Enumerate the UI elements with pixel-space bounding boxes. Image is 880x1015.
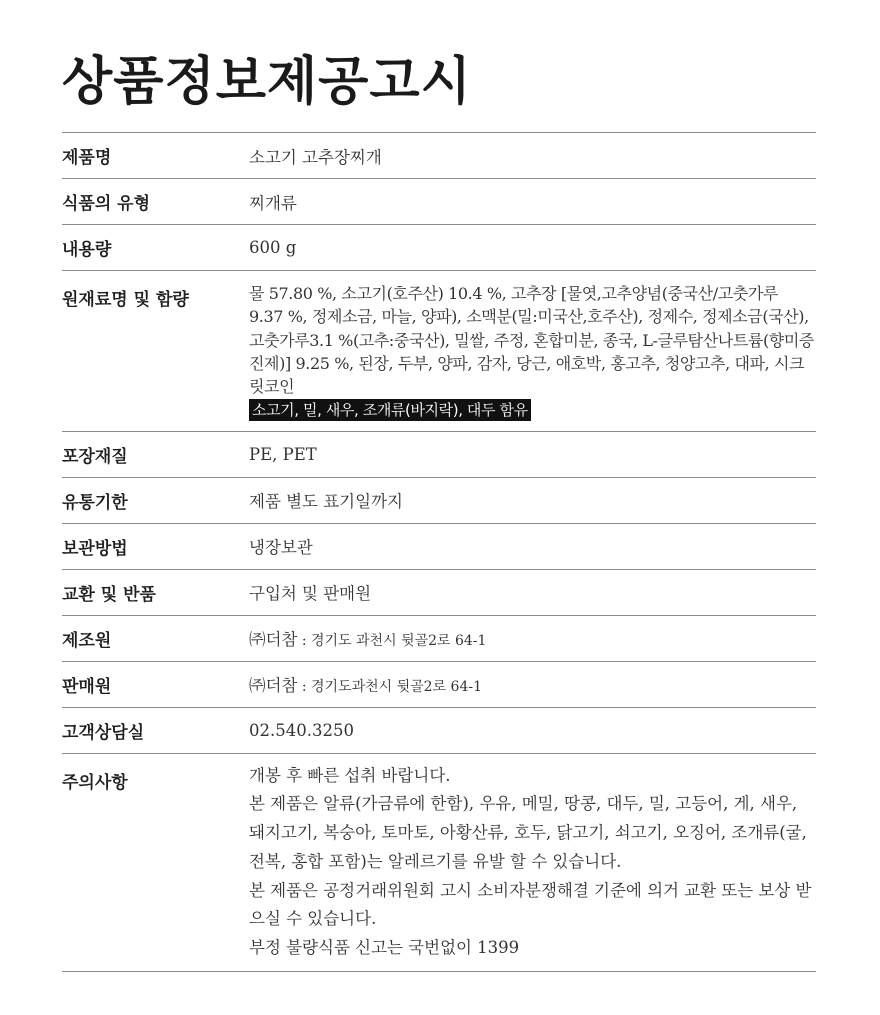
row-label: 교환 및 반품 — [62, 584, 156, 605]
table-row-expiry — [62, 478, 816, 524]
caution-line: 부정 불량식품 신고는 국번없이 1399 — [249, 938, 520, 957]
table-row-packaging — [62, 432, 816, 478]
row-value: 구입처 및 판매원 — [249, 584, 372, 604]
page-title: 상품정보제공고시 — [62, 51, 472, 112]
row-label: 포장재질 — [62, 446, 128, 467]
company-name: ㈜더참 — [249, 676, 298, 696]
row-label: 내용량 — [62, 240, 112, 260]
company-address: : 경기도과천시 뒷골2로 64-1 — [297, 679, 482, 696]
table-row-content-amount — [62, 225, 816, 271]
row-label: 제조원 — [62, 630, 112, 651]
row-label: 식품의 유형 — [62, 194, 151, 214]
ingredients-text: 물 57.80 %, 소고기(호주산) 10.4 %, 고추장 [물엿,고추양념(중국산/고춧가루 9.37 %, 정제소금, 마늘, 양파), 소맥분(밀:미국산,호주산), 정제수, 정제소금(국산), 고춧가루3.1 %(고추:중국산), 밀쌀, 주정, 혼합미분, 종국, L-글루탐산나트륨(향미증진제)] 9.25 %, 된장, 두부, 양파, 감자, 당근, 애호박, 홍고추, 청양고추, 대파, 시크릿코인 — [249, 284, 814, 397]
row-value: 제품 별도 표기일까지 — [249, 492, 403, 512]
row-value: 냉장보관 — [249, 538, 313, 558]
table-row-ingredients — [62, 271, 816, 432]
row-value: 찌개류 — [249, 193, 297, 213]
table-row-storage — [62, 524, 816, 570]
phone-number: 02.540.3250 — [249, 720, 354, 740]
company-address: : 경기도 과천시 뒷골2로 64-1 — [297, 633, 487, 650]
company-name: ㈜더참 — [249, 630, 298, 650]
seller-value — [249, 672, 816, 696]
row-label: 유통기한 — [62, 492, 128, 513]
table-row-manufacturer — [62, 616, 816, 662]
table-row-caution — [62, 754, 816, 972]
row-value: PE, PET — [249, 444, 317, 464]
caution-value — [249, 754, 816, 971]
row-label: 주의사항 — [62, 772, 128, 793]
caution-line: 본 제품은 공정거래위원회 고시 소비자분쟁해결 기준에 의거 교환 또는 보상 받으실 수 있습니다. — [249, 880, 812, 929]
product-info-table — [62, 132, 816, 972]
row-label: 제품명 — [62, 148, 112, 168]
allergen-badge: 소고기, 밀, 새우, 조개류(바지락), 대두 함유 — [249, 399, 531, 421]
row-label: 보관방법 — [62, 538, 128, 559]
table-row-exchange — [62, 570, 816, 616]
row-value: 600 g — [249, 238, 297, 257]
row-label: 고객상담실 — [62, 722, 145, 743]
table-row-customer-service — [62, 708, 816, 754]
row-value: 소고기 고추장찌개 — [249, 147, 382, 167]
row-label: 판매원 — [62, 676, 112, 697]
table-row-food-type — [62, 179, 816, 225]
table-row-seller — [62, 662, 816, 708]
row-label: 원재료명 및 함량 — [62, 290, 189, 310]
ingredients-value — [249, 271, 816, 431]
caution-line: 본 제품은 알류(가금류에 한함), 우유, 메밀, 땅콩, 대두, 밀, 고등어, 게, 새우, 돼지고기, 복숭아, 토마토, 아황산류, 호두, 닭고기, 쇠고기, 오징어, 조개류(굴, 전복, 홍합 포함)는 알레르기를 유발 할 수 있습니다. — [249, 794, 807, 871]
table-row-product-name — [62, 133, 816, 179]
manufacturer-value — [249, 626, 816, 650]
caution-line: 개봉 후 빠른 섭취 바랍니다. — [249, 765, 451, 785]
